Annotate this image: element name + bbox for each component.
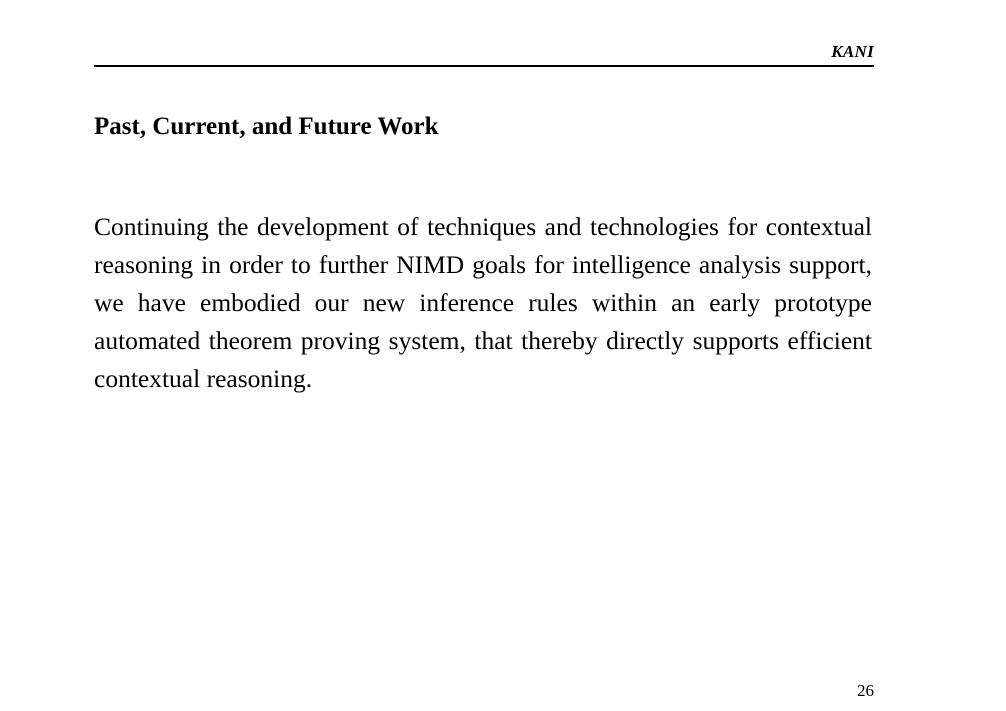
body-paragraph: Continuing the development of techniques and technologies for contextual reasoning in order to further NIMD goals for intelligence analysis support, we have embodied our new inference rules within an early prototype automated theorem proving system, that thereby directly supports efficient contextual reasoning. xyxy=(94,211,872,393)
page-number: 26 xyxy=(857,681,874,700)
running-head: KANI xyxy=(831,42,874,61)
header-divider xyxy=(94,65,874,67)
page-title: Past, Current, and Future Work xyxy=(94,112,439,140)
